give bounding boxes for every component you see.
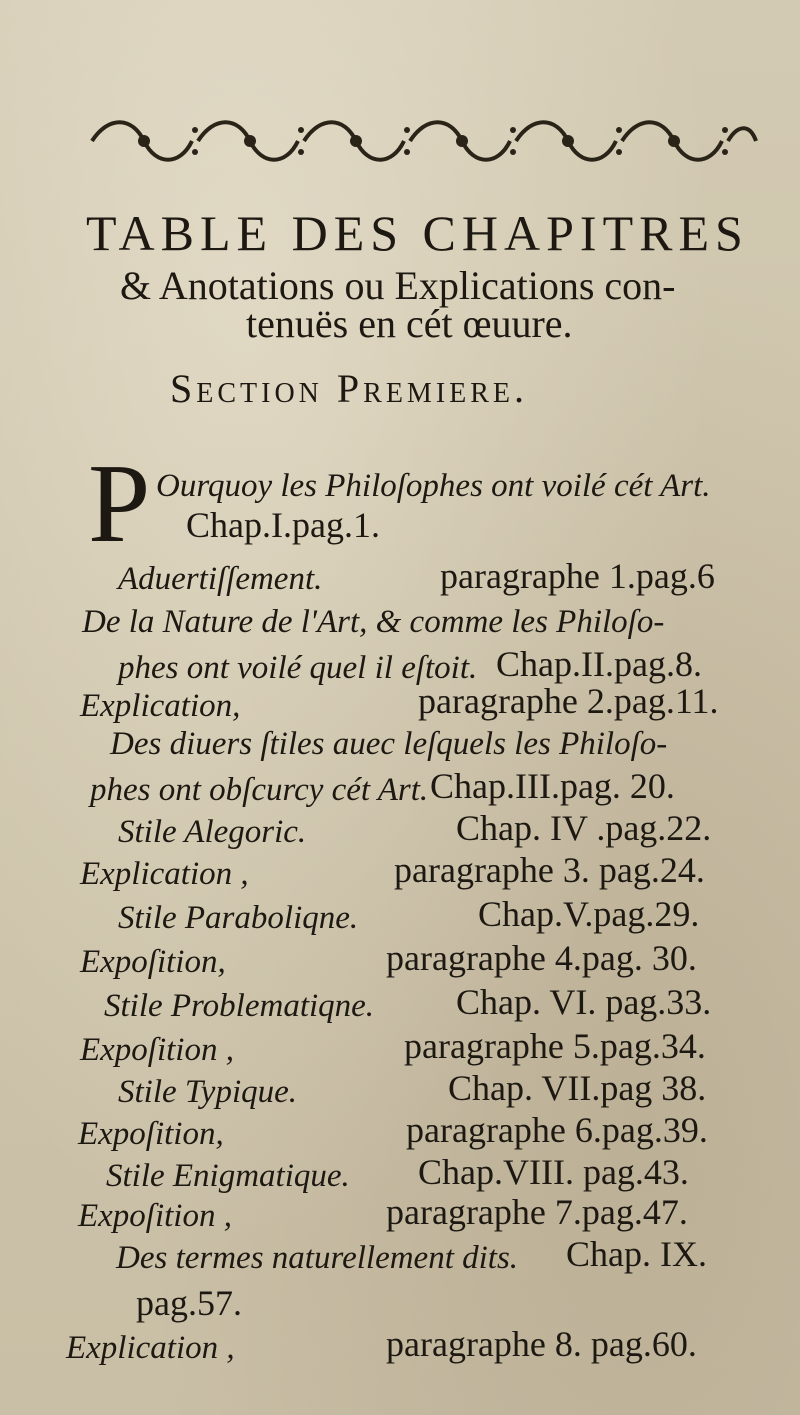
- section-heading: Section Premiere.: [170, 366, 529, 411]
- toc-entry-ref: paragraphe 3. pag.24.: [394, 850, 705, 890]
- toc-entry-ref: Chap.VIII. pag.43.: [418, 1152, 689, 1192]
- toc-entry-text: Expoſition,: [80, 944, 226, 980]
- page-title: TABLE DES CHAPITRES: [86, 205, 749, 261]
- toc-entry-text: Expoſition,: [78, 1116, 224, 1152]
- ornamental-border-icon: [88, 112, 760, 170]
- toc-entry-text: Expoſition ,: [78, 1198, 232, 1234]
- toc-entry-text: Explication ,: [66, 1330, 235, 1366]
- toc-entry-text: Aduertiſſement.: [118, 561, 323, 597]
- toc-entry-text: Stile Typique.: [118, 1074, 298, 1110]
- page-subtitle-line2: tenuës en cét œuure.: [246, 301, 573, 346]
- toc-entry-ref: Chap.I.pag.1.: [186, 505, 380, 545]
- toc-entry-text: Des termes naturellement dits.: [116, 1240, 519, 1276]
- toc-entry-ref: Chap. IV .pag.22.: [456, 808, 712, 848]
- toc-entry-text: Explication ,: [80, 856, 249, 892]
- toc-entry-ref: Chap. VII.pag 38.: [448, 1068, 707, 1108]
- toc-entry-text: Stile Problematiqne.: [104, 988, 375, 1024]
- toc-entry-ref: Chap.II.pag.8.: [496, 644, 702, 684]
- toc-entry-text: Ourquoy les Philoſophes ont voilé cét Art.: [156, 468, 711, 504]
- toc-entry-ref: Chap.V.pag.29.: [478, 894, 700, 934]
- toc-entry-text: De la Nature de l'Art, & comme les Philoſo-: [82, 604, 665, 640]
- drop-cap: P: [88, 442, 151, 566]
- toc-entry-text: Expoſition ,: [80, 1032, 234, 1068]
- toc-entry-text: Stile Paraboliqne.: [118, 900, 359, 936]
- toc-entry-ref: pag.57.: [136, 1283, 242, 1323]
- toc-entry-ref: paragraphe 2.pag.11.: [418, 681, 719, 721]
- toc-entry-ref: paragraphe 4.pag. 30.: [386, 938, 697, 978]
- toc-entry-text: Stile Enigmatique.: [106, 1158, 350, 1194]
- toc-entry-text: Stile Alegoric.: [118, 814, 307, 850]
- toc-entry-text: phes ont voilé quel il eſtoit.: [118, 650, 478, 686]
- page-subtitle-line1: & Anotations ou Explications con-: [120, 263, 676, 308]
- toc-entry-ref: paragraphe 7.pag.47.: [386, 1192, 688, 1232]
- toc-entry-text: phes ont obſcurcy cét Art.: [90, 772, 429, 808]
- toc-entry-ref: Chap. VI. pag.33.: [456, 982, 712, 1022]
- toc-entry-ref: Chap. IX.: [566, 1234, 707, 1274]
- toc-entry-text: Des diuers ſtiles auec leſquels les Philoſo-: [110, 726, 668, 762]
- toc-entry-text: Explication,: [80, 688, 241, 724]
- toc-entry-ref: paragraphe 1.pag.6: [440, 556, 715, 596]
- toc-entry-ref: Chap.III.pag. 20.: [430, 766, 675, 806]
- toc-entry-ref: paragraphe 5.pag.34.: [404, 1026, 706, 1066]
- toc-entry-ref: paragraphe 8. pag.60.: [386, 1324, 697, 1364]
- toc-entry-ref: paragraphe 6.pag.39.: [406, 1110, 708, 1150]
